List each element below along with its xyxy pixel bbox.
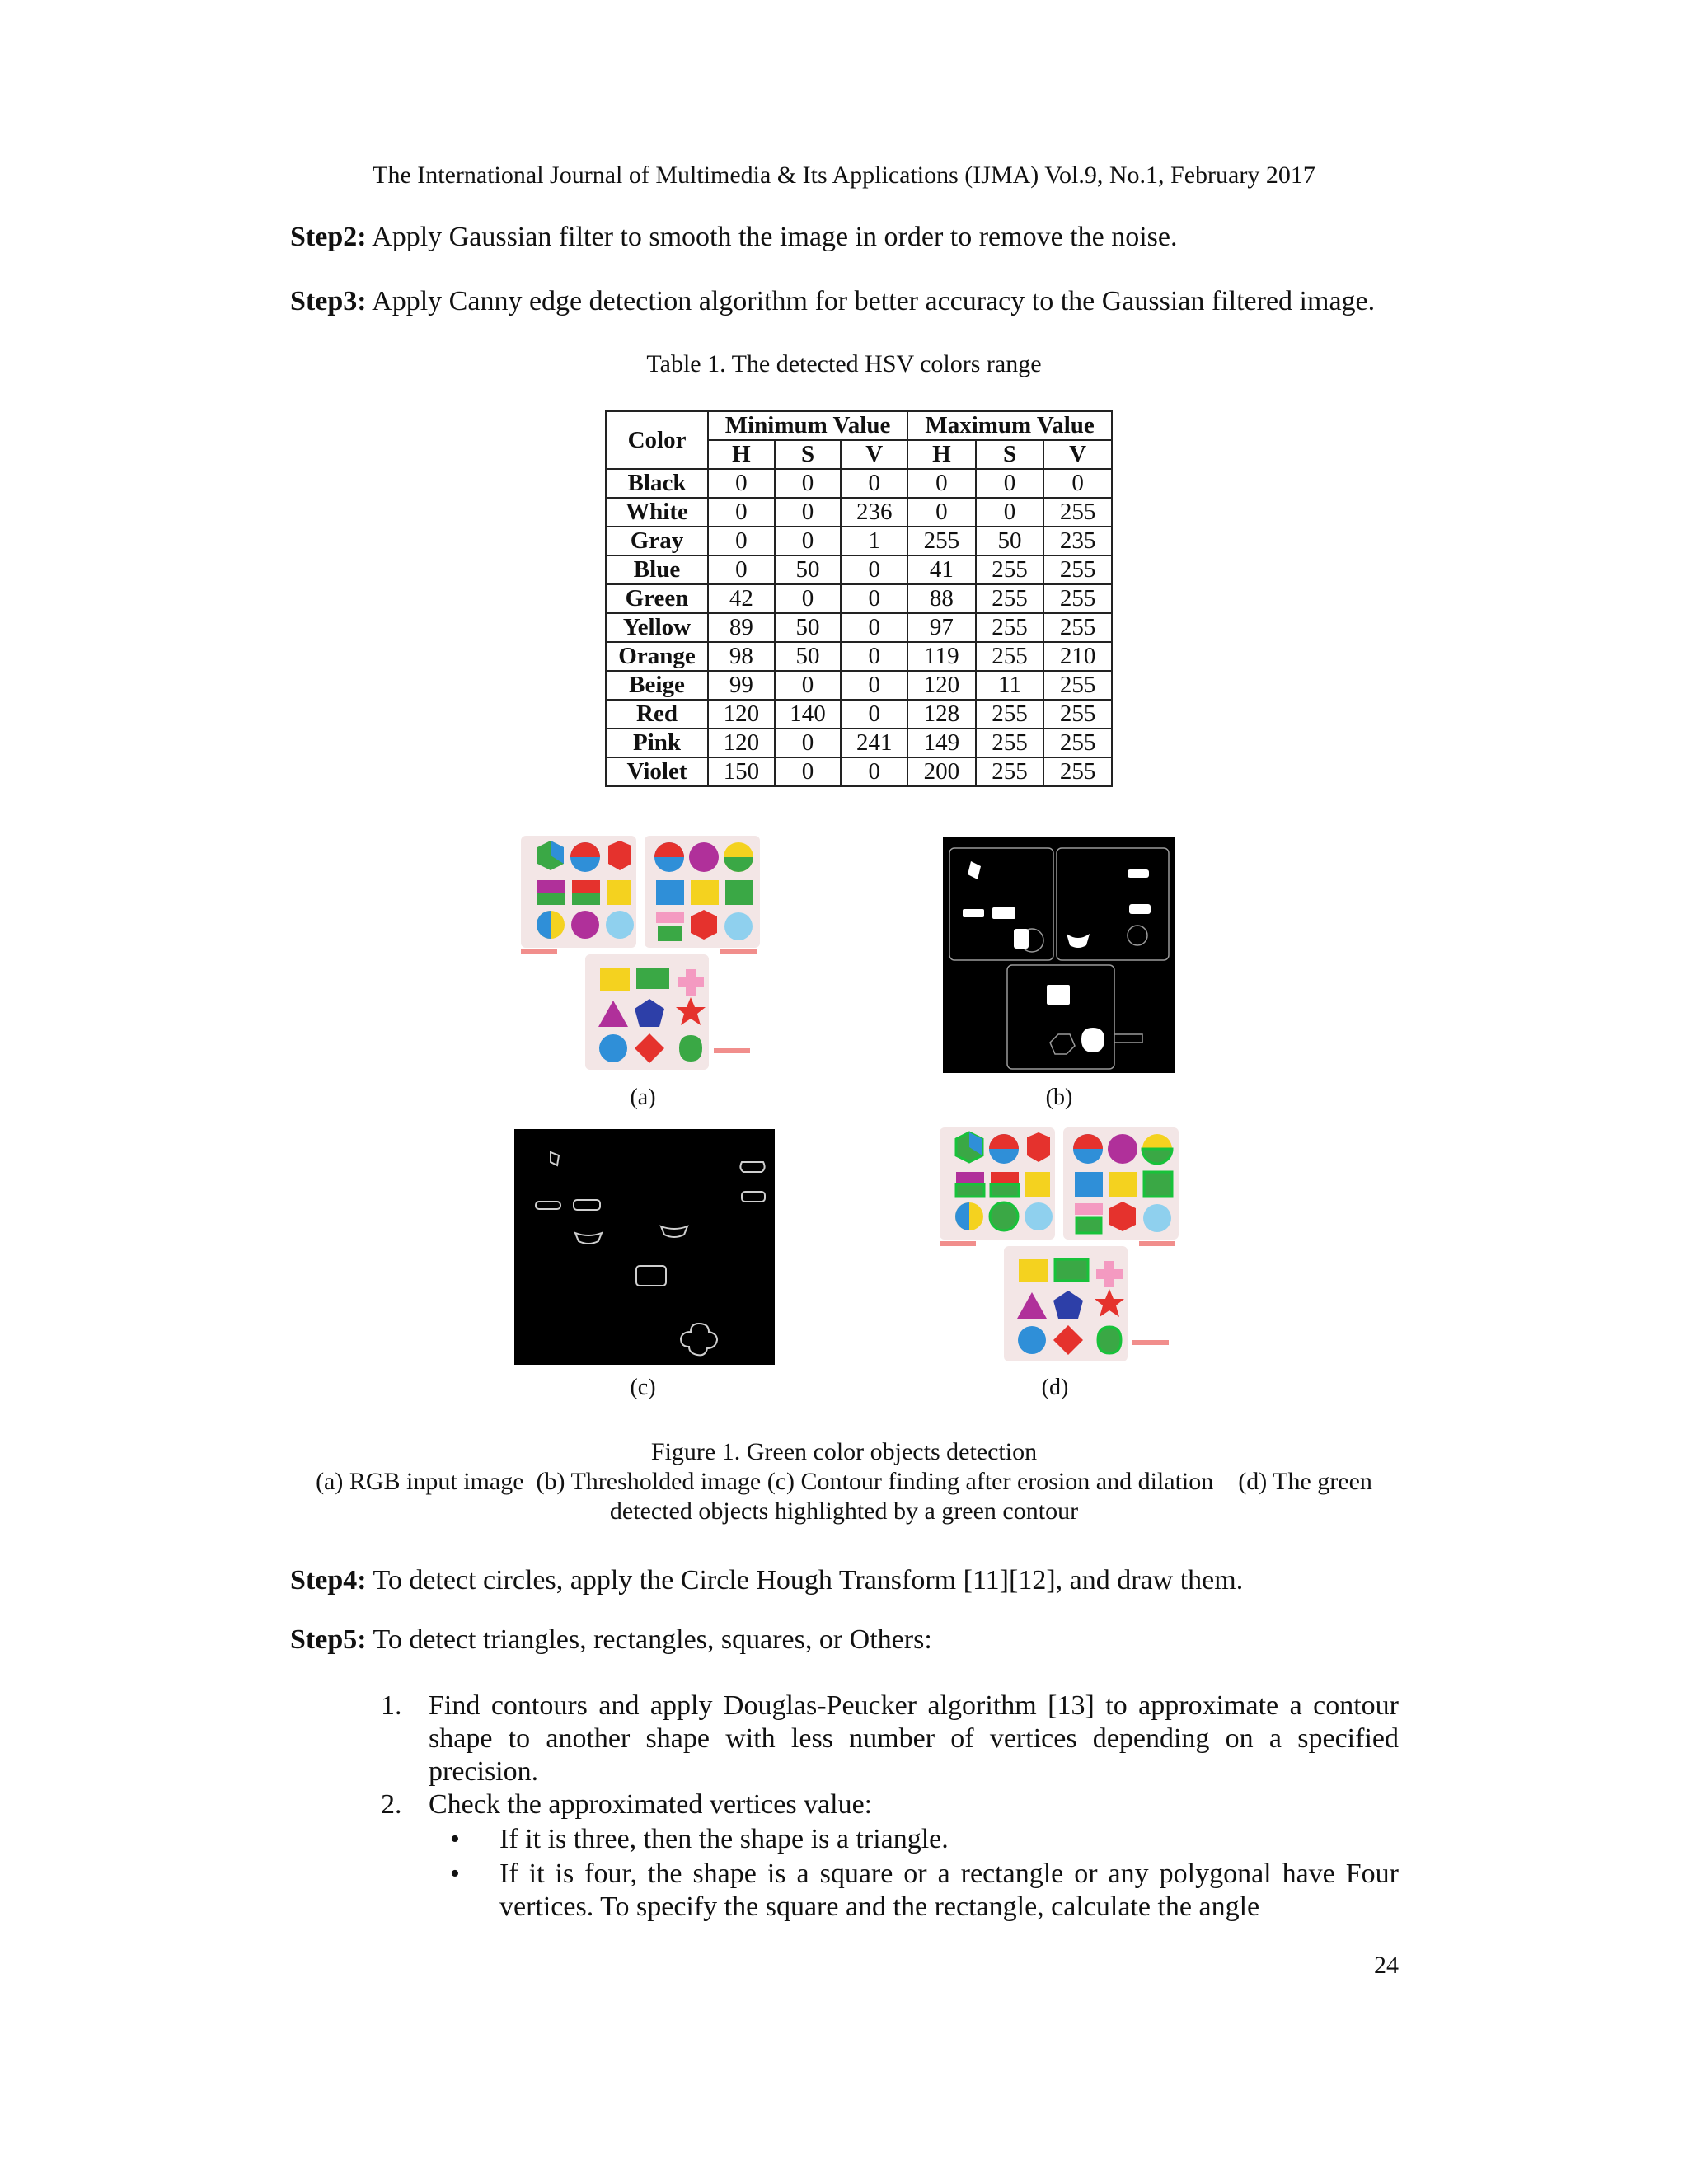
value-cell: 200 xyxy=(907,757,976,786)
rect-shape-2 xyxy=(1055,1259,1088,1281)
white-blob-9 xyxy=(1081,1028,1104,1052)
step2-paragraph xyxy=(290,221,1399,254)
bullet-item xyxy=(450,1858,1399,1924)
value-cell: 255 xyxy=(1043,555,1112,584)
value-cell: 50 xyxy=(976,527,1044,555)
color-name-cell: Pink xyxy=(606,729,708,757)
step5-label: Step5: xyxy=(290,1624,367,1655)
table-row xyxy=(606,527,1112,555)
numbered-list xyxy=(381,1690,1399,1924)
value-cell: 0 xyxy=(907,498,976,527)
square-shape-4 xyxy=(656,880,684,905)
color-name-cell: Beige xyxy=(606,671,708,700)
step3-paragraph xyxy=(290,285,1399,318)
bullet-container xyxy=(381,1823,1399,1924)
bullet-list xyxy=(381,1823,1399,1924)
min-value-header: Minimum Value xyxy=(708,411,907,440)
circle-shape-9 xyxy=(599,1034,627,1062)
figure-caption-line2: (a) RGB input image (b) Thresholded image (c) Contour finding after erosion and dilation (d) The green xyxy=(316,1468,1372,1495)
square-shape-3 xyxy=(607,880,631,905)
panel-a-rgb-image xyxy=(518,831,765,1075)
value-cell: 0 xyxy=(841,613,907,642)
value-cell: 255 xyxy=(1043,584,1112,613)
bullet-dot: • xyxy=(450,1824,460,1854)
list-item xyxy=(381,1690,1399,1788)
step4-text: To detect circles, apply the Circle Hough Transform [11][12], and draw them. xyxy=(366,1565,1244,1596)
rect-shape xyxy=(1075,1203,1103,1215)
value-cell: 150 xyxy=(708,757,775,786)
square-shape-7 xyxy=(1019,1259,1048,1282)
value-cell: 120 xyxy=(708,729,775,757)
pentagon-shape xyxy=(658,926,682,941)
value-cell: 0 xyxy=(775,469,842,498)
step5-paragraph xyxy=(290,1624,1399,1657)
circle-shape-9 xyxy=(1018,1326,1046,1354)
hsv-table xyxy=(605,410,1113,787)
value-cell: 0 xyxy=(775,498,842,527)
pentagon-shape xyxy=(1076,1218,1101,1233)
value-cell: 0 xyxy=(775,527,842,555)
value-cell: 99 xyxy=(708,671,775,700)
max-value-header: Maximum Value xyxy=(907,411,1112,440)
circle-shape-4 xyxy=(606,911,634,939)
value-cell: 0 xyxy=(708,469,775,498)
value-cell: 11 xyxy=(976,671,1044,700)
value-cell: 241 xyxy=(841,729,907,757)
channel-header: H xyxy=(708,440,775,469)
white-blob-8 xyxy=(1047,985,1070,1005)
value-cell: 0 xyxy=(775,729,842,757)
circle-shape-4 xyxy=(1025,1202,1053,1230)
step3-text: Apply Canny edge detection algorithm for better accuracy to the Gaussian filtered image. xyxy=(366,286,1376,316)
value-cell: 255 xyxy=(976,555,1044,584)
value-cell: 120 xyxy=(907,671,976,700)
bullet-dot: • xyxy=(450,1858,460,1889)
color-name-cell: White xyxy=(606,498,708,527)
figure-caption-line3: detected objects highlighted by a green contour xyxy=(609,1497,1079,1525)
table-row xyxy=(606,757,1112,786)
step3-label: Step3: xyxy=(290,286,367,316)
figure-caption-title: Figure 1. Green color objects detection xyxy=(650,1438,1038,1465)
table-row xyxy=(606,729,1112,757)
value-cell: 0 xyxy=(708,555,775,584)
square-shape-6 xyxy=(725,880,753,905)
table-row xyxy=(606,671,1112,700)
page-number: 24 xyxy=(1374,1952,1399,1979)
channel-header: S xyxy=(775,440,842,469)
step2-label: Step2: xyxy=(290,222,367,252)
red-mark xyxy=(521,949,557,954)
black-background xyxy=(514,1129,775,1365)
circle-shape-3 xyxy=(990,1202,1018,1230)
color-name-cell: Gray xyxy=(606,527,708,555)
table-row xyxy=(606,700,1112,729)
value-cell: 255 xyxy=(1043,729,1112,757)
color-name-cell: Green xyxy=(606,584,708,613)
white-blob-6 xyxy=(1128,869,1149,878)
value-cell: 0 xyxy=(841,555,907,584)
value-cell: 255 xyxy=(976,757,1044,786)
white-blob-4 xyxy=(1014,929,1029,949)
value-cell: 0 xyxy=(976,469,1044,498)
value-cell: 149 xyxy=(907,729,976,757)
value-cell: 255 xyxy=(1043,498,1112,527)
channel-header: H xyxy=(907,440,976,469)
list-number: 1. xyxy=(381,1690,402,1721)
value-cell: 50 xyxy=(775,555,842,584)
square-shape-7 xyxy=(600,968,630,991)
square-shape-3 xyxy=(1025,1172,1050,1197)
value-cell: 255 xyxy=(976,613,1044,642)
red-mark-2 xyxy=(720,949,757,954)
clover-shape xyxy=(679,1035,702,1062)
panel-c-label: (c) xyxy=(630,1375,656,1400)
square-shape-5 xyxy=(1109,1172,1137,1197)
square-shape-half xyxy=(956,1184,984,1197)
bullet-text: If it is four, the shape is a square or a rectangle or any polygonal have Four vertices. To specify the square and the rectangle, calculate the angle xyxy=(499,1858,1399,1922)
value-cell: 97 xyxy=(907,613,976,642)
value-cell: 1 xyxy=(841,527,907,555)
circle-shape-8 xyxy=(1143,1204,1171,1232)
color-name-cell: Violet xyxy=(606,757,708,786)
panel-d-highlighted-image xyxy=(936,1122,1184,1366)
value-cell: 128 xyxy=(907,700,976,729)
table-row xyxy=(606,469,1112,498)
channel-header: V xyxy=(1043,440,1112,469)
value-cell: 235 xyxy=(1043,527,1112,555)
value-cell: 236 xyxy=(841,498,907,527)
value-cell: 120 xyxy=(708,700,775,729)
table-row xyxy=(606,613,1112,642)
color-header: Color xyxy=(606,411,708,469)
white-blob-3 xyxy=(992,907,1015,919)
value-cell: 255 xyxy=(976,700,1044,729)
circle-shape-6 xyxy=(689,842,719,872)
value-cell: 0 xyxy=(775,584,842,613)
square-shape-5 xyxy=(691,880,719,905)
white-blob-7 xyxy=(1129,904,1151,914)
red-mark-3 xyxy=(1132,1340,1169,1345)
value-cell: 255 xyxy=(1043,613,1112,642)
table-row xyxy=(606,498,1112,527)
color-name-cell: Red xyxy=(606,700,708,729)
rect-shape xyxy=(656,912,684,923)
panel-d-label: (d) xyxy=(1041,1375,1069,1400)
step4-paragraph xyxy=(290,1564,1399,1597)
value-cell: 119 xyxy=(907,642,976,671)
value-cell: 210 xyxy=(1043,642,1112,671)
table-caption: Table 1. The detected HSV colors range xyxy=(646,350,1042,377)
table-row xyxy=(606,555,1112,584)
panel-b-thresholded-image xyxy=(943,837,1175,1073)
red-mark-2 xyxy=(1139,1241,1175,1246)
list-number: 2. xyxy=(381,1789,402,1820)
table-row xyxy=(606,584,1112,613)
table-body xyxy=(606,469,1112,786)
value-cell: 42 xyxy=(708,584,775,613)
square-shape-2-half xyxy=(991,1184,1019,1197)
value-cell: 255 xyxy=(1043,671,1112,700)
table-row xyxy=(606,642,1112,671)
value-cell: 0 xyxy=(775,671,842,700)
value-cell: 0 xyxy=(775,757,842,786)
color-name-cell: Yellow xyxy=(606,613,708,642)
square-shape-6 xyxy=(1144,1172,1172,1197)
channel-header: S xyxy=(976,440,1044,469)
value-cell: 98 xyxy=(708,642,775,671)
step5-text: To detect triangles, rectangles, squares, or Others: xyxy=(366,1624,932,1655)
value-cell: 0 xyxy=(976,498,1044,527)
value-cell: 0 xyxy=(841,469,907,498)
value-cell: 0 xyxy=(708,498,775,527)
value-cell: 255 xyxy=(976,729,1044,757)
step4-label: Step4: xyxy=(290,1565,367,1596)
channel-header: V xyxy=(841,440,907,469)
panel-c-contour-image xyxy=(514,1129,775,1365)
red-mark-3 xyxy=(714,1048,750,1053)
value-cell: 255 xyxy=(976,584,1044,613)
circle-shape-6 xyxy=(1108,1134,1137,1164)
value-cell: 0 xyxy=(907,469,976,498)
square-shape-half xyxy=(537,893,565,905)
value-cell: 255 xyxy=(976,642,1044,671)
step2-text: Apply Gaussian filter to smooth the image in order to remove the noise. xyxy=(366,222,1178,252)
journal-header: The International Journal of Multimedia & Its Applications (IJMA) Vol.9, No.1, February 2017 xyxy=(373,162,1315,189)
circle-shape-8 xyxy=(724,912,753,940)
value-cell: 255 xyxy=(907,527,976,555)
value-cell: 41 xyxy=(907,555,976,584)
value-cell: 88 xyxy=(907,584,976,613)
rect-shape-2 xyxy=(636,968,669,989)
value-cell: 50 xyxy=(775,642,842,671)
red-mark xyxy=(940,1241,976,1246)
value-cell: 255 xyxy=(1043,700,1112,729)
value-cell: 0 xyxy=(708,527,775,555)
value-cell: 0 xyxy=(841,671,907,700)
value-cell: 0 xyxy=(841,757,907,786)
color-name-cell: Blue xyxy=(606,555,708,584)
square-shape-4 xyxy=(1075,1172,1103,1197)
panel-a-label: (a) xyxy=(630,1085,656,1110)
value-cell: 0 xyxy=(841,584,907,613)
value-cell: 89 xyxy=(708,613,775,642)
value-cell: 0 xyxy=(1043,469,1112,498)
list-text: Check the approximated vertices value: xyxy=(429,1789,873,1820)
color-name-cell: Orange xyxy=(606,642,708,671)
value-cell: 255 xyxy=(1043,757,1112,786)
circle-shape-3 xyxy=(571,911,599,939)
list-item xyxy=(381,1788,1399,1821)
white-blob-2 xyxy=(963,909,984,917)
value-cell: 0 xyxy=(841,642,907,671)
value-cell: 0 xyxy=(841,700,907,729)
bullet-text: If it is three, then the shape is a triangle. xyxy=(499,1824,949,1854)
value-cell: 50 xyxy=(775,613,842,642)
list-text: Find contours and apply Douglas-Peucker algorithm [13] to approximate a contour shape to another shape with less number of vertices depending on a specified precision. xyxy=(429,1690,1399,1787)
bullet-item xyxy=(450,1823,1399,1856)
square-shape-2-half xyxy=(572,893,600,905)
color-name-cell: Black xyxy=(606,469,708,498)
panel-b-label: (b) xyxy=(1045,1085,1073,1110)
value-cell: 140 xyxy=(775,700,842,729)
clover-shape xyxy=(1098,1327,1121,1353)
